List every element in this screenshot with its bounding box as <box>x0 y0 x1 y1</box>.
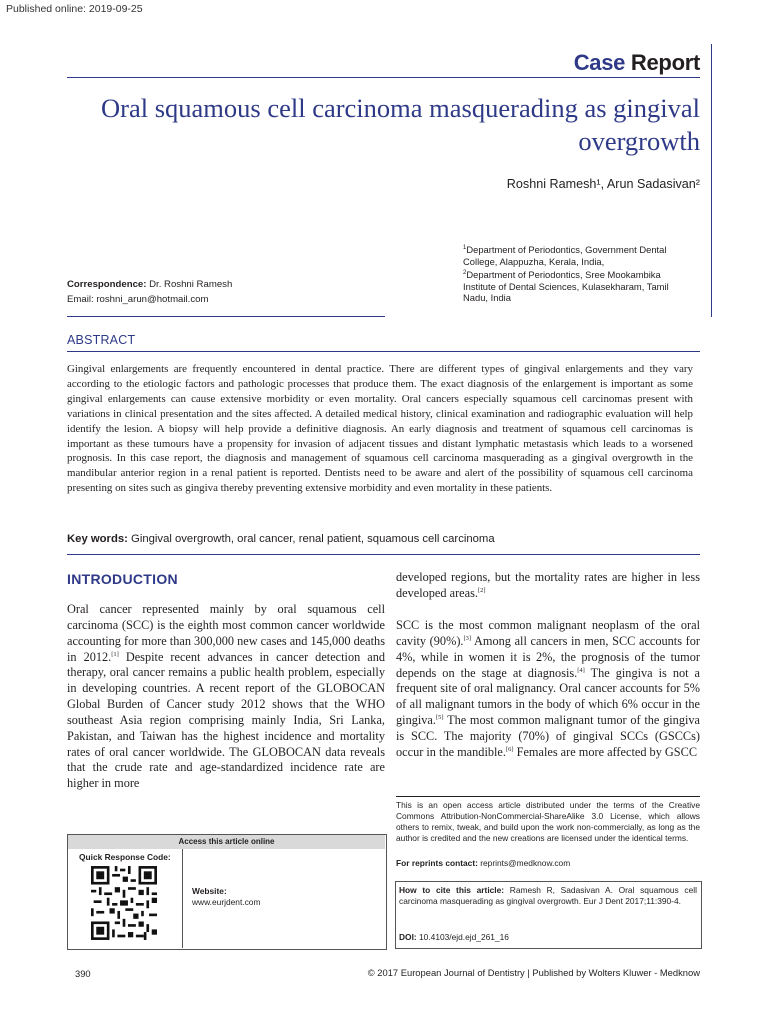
header-rule <box>67 77 700 78</box>
intro-text: The most common malignant tumor of the gingiva is SCC. The majority (70%) of gingival SCCs (GSCCs) occur in the mandible. <box>396 713 700 759</box>
affiliation-1: Department of Periodontics, Government Dental College, Alappuzha, Kerala, India, <box>463 244 667 267</box>
access-divider <box>182 849 183 948</box>
correspondence-email[interactable]: Email: roshni_arun@hotmail.com <box>67 294 209 305</box>
website-link[interactable]: www.eurjdent.com <box>192 897 261 907</box>
affiliation-1-marker: 1 <box>463 245 467 251</box>
correspondence-rule <box>67 316 385 317</box>
page-number: 390 <box>75 968 91 979</box>
citation-ref[interactable]: [2] <box>477 586 486 594</box>
published-date: Published online: 2019-09-25 <box>6 3 143 15</box>
correspondence-name: Dr. Roshni Ramesh <box>149 279 233 290</box>
intro-paragraph-1 <box>67 602 385 792</box>
intro-text: Females are more affected by GSCC <box>513 744 698 759</box>
citation-ref[interactable]: [6] <box>505 745 514 753</box>
intro-text: The gingiva is not a frequent site of oral malignancy. Oral cancer accounts for 5% of all malignant tumors in the body of which 6% occur in the gingiva. <box>396 665 700 728</box>
intro-paragraph-2 <box>396 618 700 761</box>
cite-text <box>399 885 697 907</box>
affiliations <box>463 243 693 304</box>
reprints-email[interactable]: reprints@medknow.com <box>480 858 571 868</box>
qr-label: Quick Response Code: <box>79 852 171 862</box>
doi-value[interactable]: 10.4103/ejd.ejd_261_16 <box>419 932 509 942</box>
section-label-word2: Report <box>630 50 700 75</box>
footer-text: © 2017 European Journal of Dentistry | Published by Wolters Kluwer - Medknow <box>367 967 700 978</box>
correspondence-label: Correspondence: <box>67 279 147 290</box>
intro-text: Among all cancers in men, SCC accounts for 4%, while in women it is 2%, the prognosis of the tumor depends on the stage at diagnosis. <box>396 633 700 680</box>
access-heading: Access this article online <box>68 835 385 849</box>
doi <box>399 932 509 942</box>
affiliation-2-marker: 2 <box>463 269 467 276</box>
keywords-rule <box>67 554 700 555</box>
section-label <box>574 50 700 76</box>
intro-text: Oral cancer represented mainly by oral squamous cell carcinoma (SCC) is the eighth most common cancer worldwide accounting for more than 300,000 new cases and 145,000 deaths in 2012. <box>67 602 385 664</box>
qr-code-icon[interactable] <box>91 866 157 940</box>
cite-label: How to cite this article: <box>399 885 505 895</box>
keywords <box>67 533 495 545</box>
reprints-label: For reprints contact: <box>396 858 478 868</box>
reprints <box>396 858 570 868</box>
intro-text: Despite recent advances in cancer detection and therapy, oral cancer remains a public health problem, especially in developing countries. A recent report of the GLOBOCAN Global Burden of Cancer study 2012 shows that the WHO southeast Asia region comprising mainly India, Sri Lanka, Pakistan, and Taiwan has the highest incidence and mortality rates of oral cancer worldwide. The GLOBOCAN data reveals that the crude rate and age-standardized incidence rate are higher in more <box>67 649 385 791</box>
affiliation-2: Department of Periodontics, Sree Mookambika Institute of Dental Sciences, Kulasekharam, Tamil Nadu, India <box>463 268 669 304</box>
cite-reference: Ramesh R, Sadasivan A. Oral squamous cell carcinoma masquerading as gingival overgrowth. Eur J Dent 2017;11:390-4. <box>399 885 697 906</box>
keywords-label: Key words: <box>67 533 128 545</box>
citation-ref[interactable]: [4] <box>577 666 585 674</box>
section-label-word1: Case <box>573 50 626 75</box>
website-label: Website: <box>192 886 227 896</box>
intro-text: developed regions, but the mortality rates are higher in less developed areas. <box>396 570 700 600</box>
header-vertical-rule <box>711 44 712 317</box>
abstract-text: Gingival enlargements are frequently encountered in dental practice. There are different types of gingival enlargements and they vary according to the etiologic factors and pathologic processes that produce them. The exact diagnosis of the enlargement is important as some gingival enlargements can cause extensive morbidity or even mortality. Oral cancers especially squamous cell carcinomas present with variations in clinical presentation and the sites affected. A detailed medical history, clinical examination and radiographic evaluation will help identify the lesion. A biopsy will help provide a definitive diagnosis. An early diagnosis and treatment of squamous cell carcinomas is important as these tumours have a propensity for invasion of adjacent tissues and distant lymphatic metastasis which leads to a worsened prognosis. In this case report, the diagnosis and management of squamous cell carcinoma masquerading as a gingival overgrowth in the mandibular anterior region in a renal patient is reported. Dentists need to be aware and alert of the possibility of squamous cell carcinoma presenting on sites such as gingiva thereby preventing extensive morbidity and even mortality in these patients. <box>67 363 693 495</box>
abstract-heading: ABSTRACT <box>67 333 136 347</box>
article-title: Oral squamous cell carcinoma masquerading as gingival overgrowth <box>100 93 700 156</box>
introduction-heading: INTRODUCTION <box>67 571 178 587</box>
license-text: This is an open access article distributed under the terms of the Creative Commons Attribution-NonCommercial-ShareAlike 3.0 License, which allows others to remix, tweak, and build upon the work non-commercially, as long as the author is credited and the new creations are licensed under the identical terms. <box>396 800 700 843</box>
authors: Roshni Ramesh¹, Arun Sadasivan² <box>506 177 700 191</box>
citation-ref[interactable]: [3] <box>463 634 472 642</box>
citation-ref[interactable]: [1] <box>111 650 119 658</box>
intro-text: SCC is the most common malignant neoplasm of the oral cavity (90%). <box>396 618 700 648</box>
doi-label: DOI: <box>399 932 417 942</box>
keywords-text: Gingival overgrowth, oral cancer, renal patient, squamous cell carcinoma <box>131 533 495 545</box>
citation-ref[interactable]: [5] <box>435 713 444 721</box>
correspondence <box>67 277 232 307</box>
license-rule <box>396 796 700 797</box>
intro-paragraph-1-continued <box>396 570 700 602</box>
abstract-rule <box>67 351 700 352</box>
